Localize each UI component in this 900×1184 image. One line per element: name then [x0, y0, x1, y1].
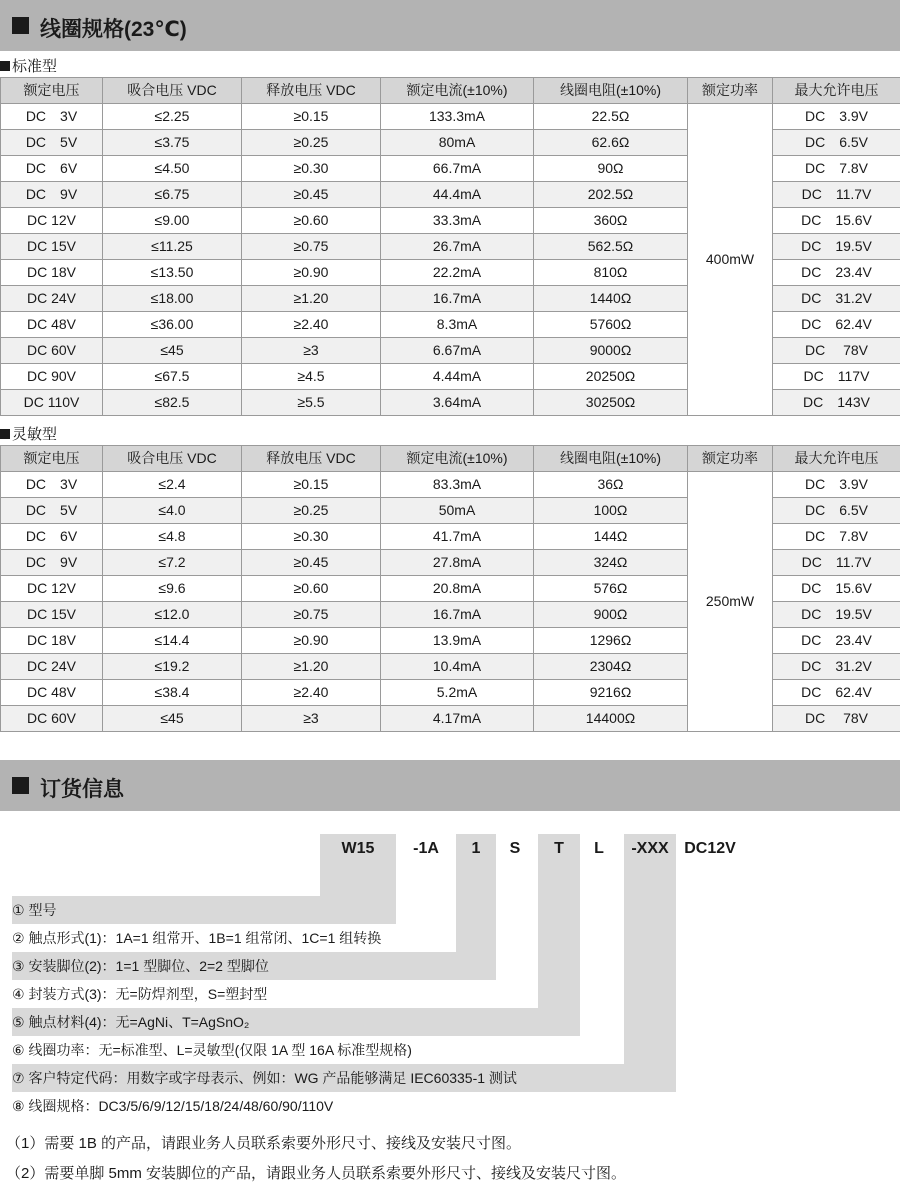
table-cell: ≥0.90: [242, 628, 381, 654]
note-1: （1）需要 1B 的产品，请跟业务人员联系索要外形尺寸、接线及安装尺寸图。: [6, 1135, 522, 1152]
order-code-package: S: [509, 840, 521, 857]
column-header: 吸合电压 VDC: [103, 446, 242, 472]
table-cell: DC 31.2V: [773, 286, 900, 312]
table-cell: DC 9V: [1, 550, 103, 576]
column-header: 额定功率: [688, 78, 773, 104]
table-cell: 3.64mA: [381, 390, 534, 416]
table-cell: ≤14.4: [103, 628, 242, 654]
table-cell: DC 6.5V: [773, 498, 900, 524]
table-cell: ≤7.2: [103, 550, 242, 576]
table-cell: ≤4.50: [103, 156, 242, 182]
table-cell: ≤4.0: [103, 498, 242, 524]
table-row: [1, 104, 900, 130]
table-cell: 1296Ω: [534, 628, 688, 654]
header-square-icon: [12, 777, 29, 794]
table-cell: ≥0.30: [242, 156, 381, 182]
column-header: 额定电压: [1, 78, 103, 104]
column-header: 吸合电压 VDC: [103, 78, 242, 104]
column-header: 线圈电阻(±10%): [534, 446, 688, 472]
table-cell: DC 12V: [1, 576, 103, 602]
table-cell: ≥3: [242, 338, 381, 364]
table-cell: DC 11.7V: [773, 182, 900, 208]
table-cell: ≥0.90: [242, 260, 381, 286]
order-code-mount: 1: [471, 840, 481, 857]
table-cell: 133.3mA: [381, 104, 534, 130]
table-cell: 80mA: [381, 130, 534, 156]
table-cell: ≤18.00: [103, 286, 242, 312]
table-cell: DC 3.9V: [773, 472, 900, 498]
table-cell: 6.67mA: [381, 338, 534, 364]
column-header: 线圈电阻(±10%): [534, 78, 688, 104]
table-cell: DC 5V: [1, 498, 103, 524]
coil-spec-title: 线圈规格(23℃): [40, 18, 187, 41]
table-cell: DC 78V: [773, 706, 900, 732]
table-cell: 100Ω: [534, 498, 688, 524]
table-cell: DC 110V: [1, 390, 103, 416]
table-cell: ≥0.25: [242, 130, 381, 156]
table-cell: 50mA: [381, 498, 534, 524]
table-cell: 22.5Ω: [534, 104, 688, 130]
table-cell: ≤12.0: [103, 602, 242, 628]
table-cell: ≥1.20: [242, 286, 381, 312]
table-cell: DC 117V: [773, 364, 900, 390]
table-cell: 16.7mA: [381, 286, 534, 312]
table-cell: DC 19.5V: [773, 602, 900, 628]
table-cell: DC 19.5V: [773, 234, 900, 260]
table-cell: ≤19.2: [103, 654, 242, 680]
table-cell: 16.7mA: [381, 602, 534, 628]
header-square-icon: [12, 17, 29, 34]
table-cell: DC 7.8V: [773, 524, 900, 550]
table-cell: ≥0.15: [242, 104, 381, 130]
table-cell: 41.7mA: [381, 524, 534, 550]
table-cell: DC 24V: [1, 286, 103, 312]
table-cell: DC 9V: [1, 182, 103, 208]
table-cell: 900Ω: [534, 602, 688, 628]
table-cell: 2304Ω: [534, 654, 688, 680]
table-cell: 90Ω: [534, 156, 688, 182]
table-cell: 202.5Ω: [534, 182, 688, 208]
table-cell: ≥2.40: [242, 680, 381, 706]
table-cell: 144Ω: [534, 524, 688, 550]
table-cell: ≥4.5: [242, 364, 381, 390]
column-header: 额定功率: [688, 446, 773, 472]
table-cell: ≥0.30: [242, 524, 381, 550]
table-header-row: [1, 78, 900, 104]
standard-spec-table: [0, 77, 900, 416]
table-cell: 1440Ω: [534, 286, 688, 312]
table-cell: DC 18V: [1, 628, 103, 654]
order-box-custom: [624, 834, 676, 1092]
table-cell: DC 6.5V: [773, 130, 900, 156]
table-cell: 20250Ω: [534, 364, 688, 390]
table-cell: ≤36.00: [103, 312, 242, 338]
table-cell: 14400Ω: [534, 706, 688, 732]
table-cell: ≥0.45: [242, 550, 381, 576]
table-cell: 36Ω: [534, 472, 688, 498]
table-cell: ≤4.8: [103, 524, 242, 550]
table-cell: ≥3: [242, 706, 381, 732]
table-cell: DC 78V: [773, 338, 900, 364]
table-cell: 22.2mA: [381, 260, 534, 286]
table-cell: 13.9mA: [381, 628, 534, 654]
coil-spec-header: [0, 0, 900, 51]
table-cell: 9000Ω: [534, 338, 688, 364]
table-cell: DC 3.9V: [773, 104, 900, 130]
table-cell: ≤45: [103, 338, 242, 364]
table-cell: 562.5Ω: [534, 234, 688, 260]
column-header: 释放电压 VDC: [242, 78, 381, 104]
table-cell: DC 15.6V: [773, 576, 900, 602]
table-cell: 4.44mA: [381, 364, 534, 390]
square-bullet-icon: [0, 61, 10, 71]
column-header: 额定电流(±10%): [381, 78, 534, 104]
order-line-coil: ⑧ 线圈规格：DC3/5/6/9/12/15/18/24/48/60/90/110V: [12, 1098, 334, 1114]
order-line-mount: ③ 安装脚位(2)：1=1 型脚位、2=2 型脚位: [12, 958, 269, 974]
table-cell: 20.8mA: [381, 576, 534, 602]
table-cell: DC 90V: [1, 364, 103, 390]
table-cell: 66.7mA: [381, 156, 534, 182]
table-cell: ≥0.60: [242, 576, 381, 602]
sensitive-spec-table: [0, 445, 900, 732]
table-cell: DC 3V: [1, 104, 103, 130]
table-cell: DC 62.4V: [773, 312, 900, 338]
table-cell: ≥0.60: [242, 208, 381, 234]
table-cell: DC 15V: [1, 234, 103, 260]
order-code-model: W15: [341, 840, 375, 857]
rated-power-cell: 250mW: [688, 472, 773, 732]
table-cell: DC 6V: [1, 156, 103, 182]
order-line-package: ④ 封装方式(3)：无=防焊剂型，S=塑封型: [12, 986, 268, 1002]
order-code-coil: DC12V: [684, 840, 736, 857]
table-cell: ≤9.6: [103, 576, 242, 602]
standard-label: 标准型: [0, 55, 57, 76]
table-cell: 30250Ω: [534, 390, 688, 416]
order-line-model: ① 型号: [12, 902, 57, 918]
table-cell: DC 15.6V: [773, 208, 900, 234]
table-cell: ≤82.5: [103, 390, 242, 416]
table-cell: 5.2mA: [381, 680, 534, 706]
column-header: 最大允许电压: [773, 78, 900, 104]
table-cell: 360Ω: [534, 208, 688, 234]
table-cell: ≥0.45: [242, 182, 381, 208]
table-cell: DC 60V: [1, 338, 103, 364]
order-info-header: [0, 760, 900, 811]
table-cell: DC 24V: [1, 654, 103, 680]
table-cell: 8.3mA: [381, 312, 534, 338]
table-cell: 33.3mA: [381, 208, 534, 234]
table-cell: DC 143V: [773, 390, 900, 416]
table-cell: 83.3mA: [381, 472, 534, 498]
order-line-custom: ⑦ 客户特定代码：用数字或字母表示、例如：WG 产品能够满足 IEC60335-1 测试: [12, 1070, 517, 1086]
table-cell: 62.6Ω: [534, 130, 688, 156]
table-cell: DC 60V: [1, 706, 103, 732]
table-cell: DC 31.2V: [773, 654, 900, 680]
table-cell: 9216Ω: [534, 680, 688, 706]
table-header-row: [1, 446, 900, 472]
order-line-material: ⑤ 触点材料(4)：无=AgNi、T=AgSnO₂: [12, 1014, 250, 1030]
table-cell: ≤38.4: [103, 680, 242, 706]
order-code-power: L: [594, 840, 604, 857]
table-cell: 10.4mA: [381, 654, 534, 680]
order-line-power: ⑥ 线圈功率：无=标准型、L=灵敏型(仅限 1A 型 16A 标准型规格): [12, 1042, 412, 1058]
table-cell: DC 12V: [1, 208, 103, 234]
table-cell: ≤2.25: [103, 104, 242, 130]
order-code-contact: -1A: [413, 840, 439, 857]
table-cell: DC 3V: [1, 472, 103, 498]
table-cell: 27.8mA: [381, 550, 534, 576]
sensitive-label: 灵敏型: [0, 423, 57, 444]
table-cell: 324Ω: [534, 550, 688, 576]
table-cell: ≥5.5: [242, 390, 381, 416]
table-cell: ≤11.25: [103, 234, 242, 260]
table-cell: DC 11.7V: [773, 550, 900, 576]
table-cell: ≥0.25: [242, 498, 381, 524]
table-cell: ≤2.4: [103, 472, 242, 498]
table-cell: DC 23.4V: [773, 628, 900, 654]
column-header: 最大允许电压: [773, 446, 900, 472]
table-cell: DC 5V: [1, 130, 103, 156]
table-cell: 810Ω: [534, 260, 688, 286]
table-cell: DC 7.8V: [773, 156, 900, 182]
table-cell: ≤13.50: [103, 260, 242, 286]
table-cell: DC 23.4V: [773, 260, 900, 286]
table-cell: DC 48V: [1, 680, 103, 706]
table-cell: DC 62.4V: [773, 680, 900, 706]
order-code-custom: -XXX: [631, 840, 669, 857]
note-2: （2）需要单脚 5mm 安装脚位的产品，请跟业务人员联系索要外形尺寸、接线及安装尺寸图。: [6, 1165, 627, 1182]
order-box-material: [538, 834, 580, 1036]
table-cell: ≤6.75: [103, 182, 242, 208]
table-cell: DC 48V: [1, 312, 103, 338]
table-cell: DC 15V: [1, 602, 103, 628]
table-cell: 44.4mA: [381, 182, 534, 208]
order-line-contact: ② 触点形式(1)：1A=1 组常开、1B=1 组常闭、1C=1 组转换: [12, 930, 382, 946]
table-cell: ≤3.75: [103, 130, 242, 156]
table-cell: 576Ω: [534, 576, 688, 602]
table-cell: ≥2.40: [242, 312, 381, 338]
table-cell: 5760Ω: [534, 312, 688, 338]
table-cell: ≤67.5: [103, 364, 242, 390]
table-cell: ≥0.15: [242, 472, 381, 498]
table-cell: ≥0.75: [242, 602, 381, 628]
table-cell: ≤45: [103, 706, 242, 732]
square-bullet-icon: [0, 429, 10, 439]
table-row: [1, 472, 900, 498]
column-header: 额定电压: [1, 446, 103, 472]
rated-power-cell: 400mW: [688, 104, 773, 416]
table-cell: DC 18V: [1, 260, 103, 286]
order-code-material: T: [554, 840, 564, 857]
column-header: 释放电压 VDC: [242, 446, 381, 472]
table-cell: ≤9.00: [103, 208, 242, 234]
column-header: 额定电流(±10%): [381, 446, 534, 472]
table-cell: DC 6V: [1, 524, 103, 550]
table-cell: 26.7mA: [381, 234, 534, 260]
table-cell: ≥0.75: [242, 234, 381, 260]
table-cell: 4.17mA: [381, 706, 534, 732]
order-info-title: 订货信息: [40, 778, 124, 801]
table-cell: ≥1.20: [242, 654, 381, 680]
